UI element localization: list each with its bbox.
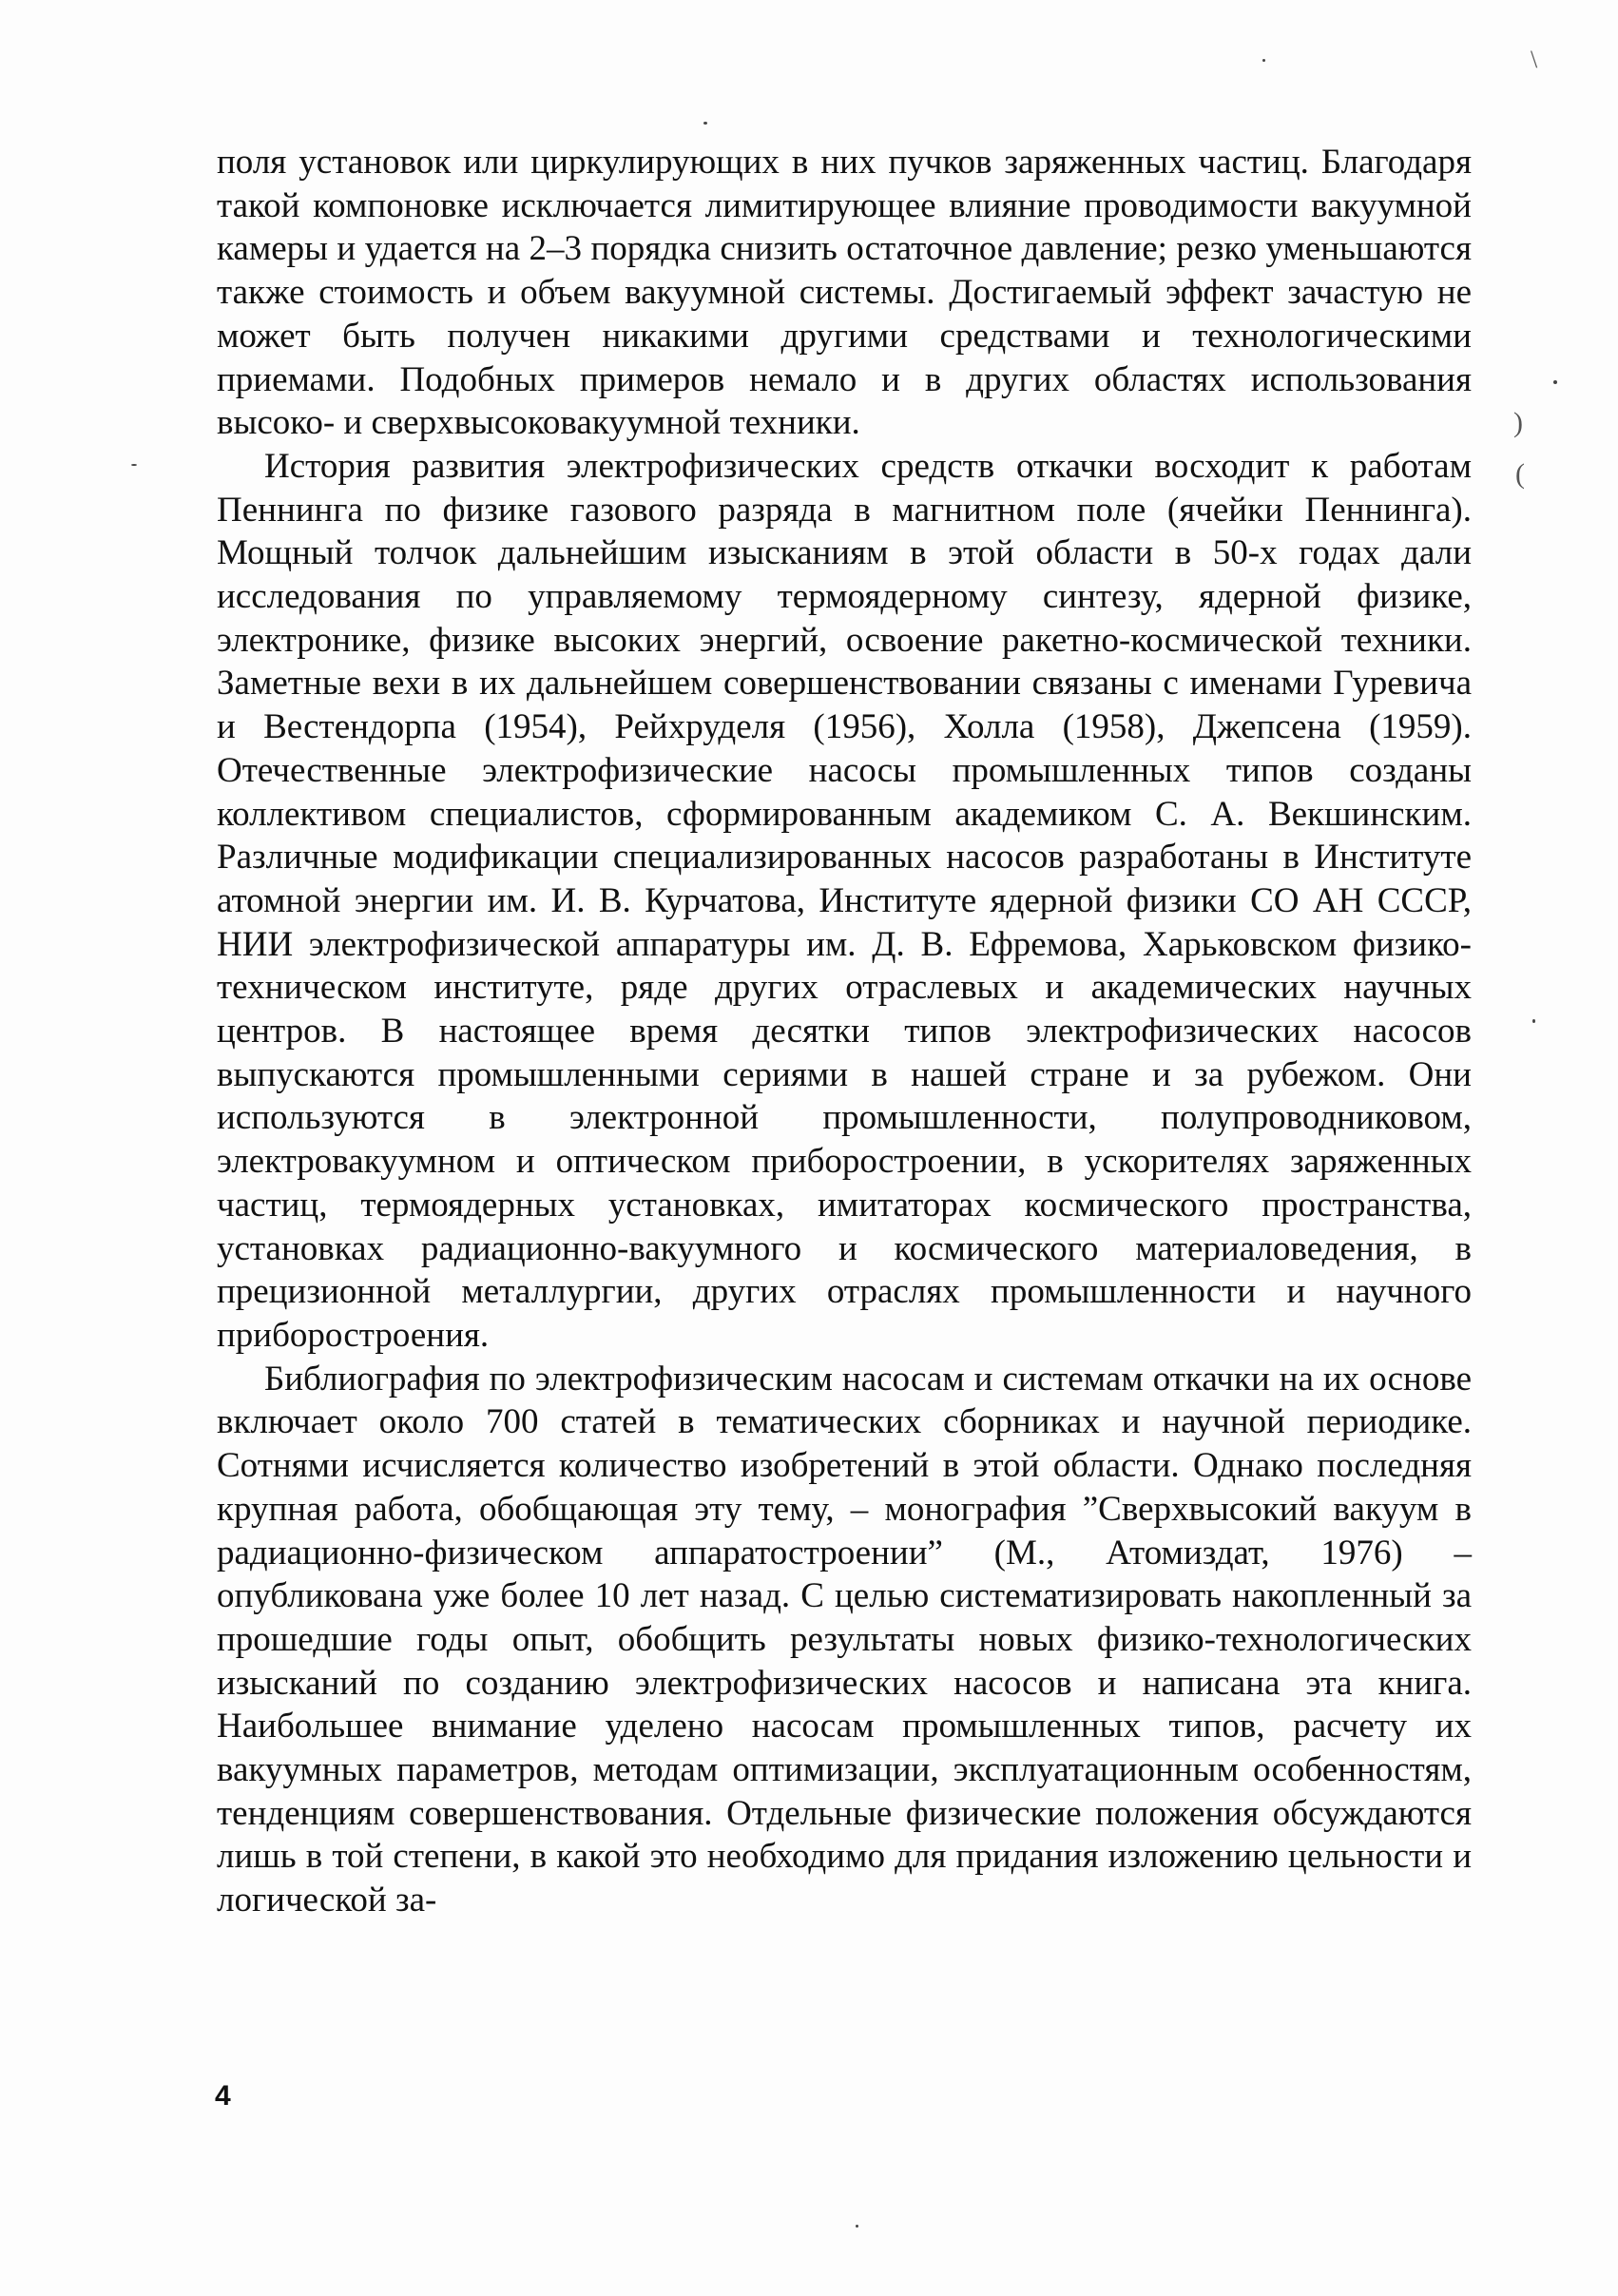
scan-speck — [131, 464, 137, 466]
paragraph-2: История развития электрофизических средств откачки восходит к работам Пеннинга по физике газового разряда в магнитном поле (ячейки Пеннинга). Мощный толчок дальнейшим изысканиям в этой области в 50-х годах дали исследования по управляемому термоядерному синтезу, ядерной физике, электронике, физике высоких энергий, освоение ракетно-космической техники. Заметные вехи в их дальнейшем совершенствовании связаны с именами Гуревича и Вестендорпа (1954), Рейхруделя (1956), Холла (1958), Джепсена (1959). Отечественные электрофизические насосы промышленных типов созданы коллективом специалистов, сформированным академиком С. А. Векшинским. Различные модификации специализированных насосов разработаны в Институте атомной энергии им. И. В. Курчатова, Институте ядерной физики СО АН СССР, НИИ электрофизической аппаратуры им. Д. В. Ефремова, Харьковском физико-техническом институте, ряде других отраслевых и академических научных центров. В настоящее время десятки типов электрофизических насосов выпускаются промышленными сериями в нашей стране и за рубежом. Они используются в электронной промышленности, полупроводниковом, электровакуумном и оптическом приборостроении, в ускорителях заряженных частиц, термоядерных установках, имитаторах космического пространства, установках радиационно-вакуумного и космического материаловедения, в прецизионной металлургии, других отраслях промышленности и научного приборостроения. — [217, 446, 1472, 1355]
page-number: 4 — [215, 2080, 231, 2112]
scan-speck — [1553, 380, 1557, 384]
scan-edge-mark: \ — [1531, 46, 1538, 73]
paragraph-3: Библиография по электрофизическим насосам и системам откачки на их основе включает около 700 статей в тематических сборниках и научной периодике. Сотнями исчисляется количество изобретений в этой области. Однако последняя крупная работа, обобщающая эту тему, – монография ”Сверхвысокий вакуум в радиационно-физическом аппаратостроении” (М., Атомиздат, 1976) – опубликована уже более 10 лет назад. С целью систематизировать накопленный за прошедшие годы опыт, обобщить результаты новых физико-технологических изысканий по созданию электрофизических насосов и написана эта книга. Наибольшее внимание уделено насосам промышленных типов, расчету их вакуумных параметров, методам оптимизации, эксплуатационным особенностям, тенденциям совершенствования. Отдельные физические положения обсуждаются лишь в той степени, в какой это необходимо для придания изложению цельности и логической за- — [217, 1359, 1472, 1920]
body-text — [217, 141, 1472, 1922]
scan-speck — [703, 122, 707, 125]
paragraph-1: поля установок или циркулирующих в них пучков заряженных частиц. Благодаря такой компоновке исключается лимитирующее влияние проводимости вакуумной камеры и удается на 2–3 порядка снизить остаточное давление; резко уменьшаются также стоимость и объем вакуумной системы. Достигаемый эффект зачастую не может быть получен никакими другими средствами и технологическими приемами. Подобных примеров немало и в других областях использования высоко- и сверхвысоковакуумной техники. — [217, 143, 1472, 443]
scan-speck — [856, 2225, 858, 2228]
scan-edge-mark: ) — [1513, 407, 1523, 438]
scan-speck — [1532, 1019, 1535, 1023]
scan-edge-mark: ( — [1515, 458, 1525, 490]
scan-speck — [1262, 59, 1265, 62]
